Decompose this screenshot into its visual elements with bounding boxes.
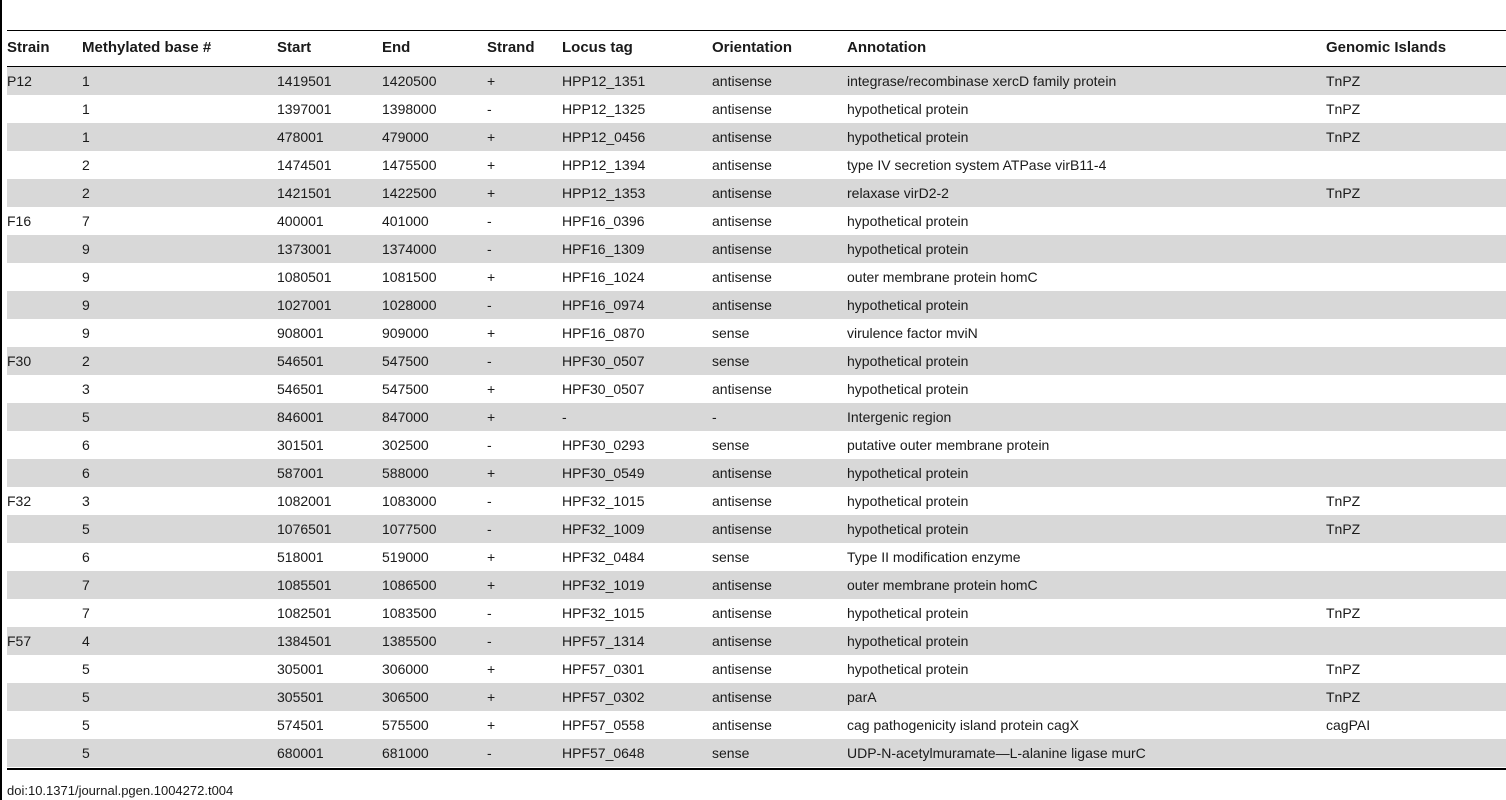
cell-strand: -: [487, 241, 492, 257]
cell-end: 588000: [382, 465, 429, 481]
cell-strand: -: [487, 101, 492, 117]
cell-annotation: parA: [847, 689, 877, 705]
left-border-rule: [0, 0, 2, 800]
cell-strand: +: [487, 185, 496, 201]
table-row: [7, 459, 1506, 487]
header-strand: Strand: [487, 39, 535, 56]
cell-locus-tag: HPF32_1015: [562, 605, 645, 621]
table-row: [7, 123, 1506, 151]
header-genomic-islands: Genomic Islands: [1326, 39, 1447, 56]
cell-strand: +: [487, 661, 496, 677]
cell-methylated-base: 6: [82, 465, 90, 481]
cell-orientation: antisense: [712, 689, 772, 705]
table-row: [7, 683, 1506, 711]
cell-end: 401000: [382, 213, 429, 229]
cell-methylated-base: 5: [82, 745, 90, 761]
cell-orientation: antisense: [712, 381, 772, 397]
cell-locus-tag: HPF32_1019: [562, 577, 645, 593]
cell-end: 306000: [382, 661, 429, 677]
cell-strand: +: [487, 325, 496, 341]
cell-start: 478001: [277, 129, 324, 145]
cell-methylated-base: 2: [82, 185, 90, 201]
cell-methylated-base: 9: [82, 325, 90, 341]
cell-start: 400001: [277, 213, 324, 229]
table-row: [7, 627, 1506, 655]
table-row: [7, 431, 1506, 459]
cell-end: 909000: [382, 325, 429, 341]
cell-start: 846001: [277, 409, 324, 425]
cell-methylated-base: 3: [82, 493, 90, 509]
cell-methylated-base: 1: [82, 129, 90, 145]
cell-orientation: antisense: [712, 157, 772, 173]
cell-strand: +: [487, 717, 496, 733]
cell-end: 1475500: [382, 157, 437, 173]
table-row: [7, 543, 1506, 571]
cell-start: 301501: [277, 437, 324, 453]
cell-strand: -: [487, 605, 492, 621]
cell-strand: +: [487, 269, 496, 285]
table-row: [7, 207, 1506, 235]
cell-strand: -: [487, 353, 492, 369]
cell-annotation: outer membrane protein homC: [847, 269, 1038, 285]
cell-annotation: UDP-N-acetylmuramate—L-alanine ligase murC: [847, 745, 1146, 761]
cell-genomic-islands: TnPZ: [1326, 521, 1361, 537]
header-annotation: Annotation: [847, 39, 927, 56]
cell-annotation: type IV secretion system ATPase virB11-4: [847, 157, 1107, 173]
table-row: [7, 487, 1506, 515]
cell-orientation: sense: [712, 325, 750, 341]
cell-orientation: antisense: [712, 297, 772, 313]
header-orientation: Orientation: [712, 39, 793, 56]
cell-end: 1083000: [382, 493, 437, 509]
cell-strain: P12: [7, 73, 32, 89]
cell-locus-tag: HPF32_0484: [562, 549, 645, 565]
cell-methylated-base: 6: [82, 437, 90, 453]
cell-end: 547500: [382, 353, 429, 369]
cell-start: 518001: [277, 549, 324, 565]
cell-locus-tag: HPP12_1325: [562, 101, 646, 117]
cell-genomic-islands: TnPZ: [1326, 101, 1361, 117]
cell-end: 519000: [382, 549, 429, 565]
cell-annotation: Type II modification enzyme: [847, 549, 1021, 565]
cell-orientation: -: [712, 409, 717, 425]
cell-strand: +: [487, 577, 496, 593]
cell-methylated-base: 2: [82, 157, 90, 173]
cell-strand: -: [487, 297, 492, 313]
cell-methylated-base: 3: [82, 381, 90, 397]
cell-locus-tag: HPF16_1024: [562, 269, 645, 285]
cell-start: 1397001: [277, 101, 332, 117]
cell-locus-tag: HPP12_1353: [562, 185, 646, 201]
cell-annotation: virulence factor mviN: [847, 325, 978, 341]
cell-methylated-base: 9: [82, 297, 90, 313]
cell-start: 908001: [277, 325, 324, 341]
header-locus-tag: Locus tag: [562, 39, 633, 56]
cell-orientation: sense: [712, 745, 750, 761]
cell-orientation: antisense: [712, 185, 772, 201]
cell-end: 306500: [382, 689, 429, 705]
header-end: End: [382, 39, 411, 56]
table-bottom-rule: [7, 768, 1506, 770]
cell-orientation: sense: [712, 549, 750, 565]
cell-annotation: hypothetical protein: [847, 129, 969, 145]
cell-start: 1384501: [277, 633, 332, 649]
table-row: [7, 403, 1506, 431]
cell-start: 1474501: [277, 157, 332, 173]
cell-methylated-base: 2: [82, 353, 90, 369]
cell-locus-tag: -: [562, 409, 567, 425]
cell-start: 546501: [277, 381, 324, 397]
cell-genomic-islands: TnPZ: [1326, 129, 1361, 145]
cell-methylated-base: 9: [82, 241, 90, 257]
cell-methylated-base: 1: [82, 101, 90, 117]
cell-genomic-islands: cagPAI: [1326, 717, 1371, 733]
table-body: [7, 67, 1506, 767]
cell-start: 574501: [277, 717, 324, 733]
cell-end: 479000: [382, 129, 429, 145]
cell-annotation: hypothetical protein: [847, 297, 969, 313]
cell-orientation: antisense: [712, 493, 772, 509]
cell-end: 1420500: [382, 73, 437, 89]
cell-methylated-base: 5: [82, 661, 90, 677]
cell-start: 1085501: [277, 577, 332, 593]
cell-genomic-islands: TnPZ: [1326, 661, 1361, 677]
table-row: [7, 291, 1506, 319]
cell-annotation: hypothetical protein: [847, 605, 969, 621]
cell-start: 305501: [277, 689, 324, 705]
cell-end: 847000: [382, 409, 429, 425]
cell-start: 546501: [277, 353, 324, 369]
cell-orientation: antisense: [712, 521, 772, 537]
cell-strand: -: [487, 213, 492, 229]
cell-orientation: antisense: [712, 465, 772, 481]
cell-start: 1419501: [277, 73, 332, 89]
cell-strand: -: [487, 437, 492, 453]
cell-orientation: antisense: [712, 577, 772, 593]
table-row: [7, 739, 1506, 767]
cell-methylated-base: 9: [82, 269, 90, 285]
cell-end: 681000: [382, 745, 429, 761]
cell-locus-tag: HPF57_0648: [562, 745, 645, 761]
cell-annotation: hypothetical protein: [847, 381, 969, 397]
table-row: [7, 571, 1506, 599]
cell-end: 575500: [382, 717, 429, 733]
cell-methylated-base: 5: [82, 521, 90, 537]
cell-start: 1076501: [277, 521, 332, 537]
cell-end: 1422500: [382, 185, 437, 201]
cell-locus-tag: HPF57_0301: [562, 661, 645, 677]
cell-orientation: sense: [712, 437, 750, 453]
cell-locus-tag: HPF57_0558: [562, 717, 645, 733]
cell-start: 1082001: [277, 493, 332, 509]
cell-strand: -: [487, 745, 492, 761]
cell-genomic-islands: TnPZ: [1326, 73, 1361, 89]
cell-orientation: antisense: [712, 605, 772, 621]
table-row: [7, 655, 1506, 683]
cell-methylated-base: 5: [82, 689, 90, 705]
header-start: Start: [277, 39, 312, 56]
cell-start: 680001: [277, 745, 324, 761]
cell-annotation: hypothetical protein: [847, 101, 969, 117]
cell-locus-tag: HPF16_0396: [562, 213, 645, 229]
cell-locus-tag: HPF30_0507: [562, 381, 645, 397]
table-row: [7, 347, 1506, 375]
cell-strand: +: [487, 409, 496, 425]
cell-locus-tag: HPF16_0974: [562, 297, 645, 313]
cell-annotation: Intergenic region: [847, 409, 952, 425]
cell-end: 1083500: [382, 605, 437, 621]
cell-locus-tag: HPP12_1394: [562, 157, 646, 173]
cell-annotation: hypothetical protein: [847, 661, 969, 677]
cell-strand: +: [487, 381, 496, 397]
cell-methylated-base: 1: [82, 73, 90, 89]
cell-strain: F57: [7, 633, 32, 649]
cell-strand: +: [487, 549, 496, 565]
cell-methylated-base: 5: [82, 409, 90, 425]
header-methylated-base: Methylated base #: [82, 39, 212, 56]
cell-annotation: hypothetical protein: [847, 465, 969, 481]
cell-end: 1398000: [382, 101, 437, 117]
table-row: [7, 375, 1506, 403]
cell-start: 305001: [277, 661, 324, 677]
cell-strand: +: [487, 157, 496, 173]
cell-locus-tag: HPP12_0456: [562, 129, 646, 145]
cell-methylated-base: 4: [82, 633, 90, 649]
cell-strand: -: [487, 633, 492, 649]
cell-end: 1374000: [382, 241, 437, 257]
cell-locus-tag: HPF30_0293: [562, 437, 645, 453]
cell-strand: +: [487, 129, 496, 145]
cell-locus-tag: HPF32_1009: [562, 521, 645, 537]
cell-annotation: hypothetical protein: [847, 521, 969, 537]
cell-annotation: hypothetical protein: [847, 633, 969, 649]
cell-annotation: integrase/recombinase xercD family protein: [847, 73, 1117, 89]
cell-locus-tag: HPP12_1351: [562, 73, 646, 89]
cell-annotation: relaxase virD2-2: [847, 185, 949, 201]
cell-orientation: antisense: [712, 101, 772, 117]
cell-strand: -: [487, 493, 492, 509]
cell-start: 1080501: [277, 269, 332, 285]
cell-end: 1086500: [382, 577, 437, 593]
cell-orientation: antisense: [712, 661, 772, 677]
cell-orientation: antisense: [712, 73, 772, 89]
cell-genomic-islands: TnPZ: [1326, 689, 1361, 705]
cell-orientation: antisense: [712, 213, 772, 229]
cell-start: 1421501: [277, 185, 332, 201]
cell-methylated-base: 7: [82, 605, 90, 621]
cell-end: 1385500: [382, 633, 437, 649]
cell-orientation: antisense: [712, 717, 772, 733]
cell-annotation: cag pathogenicity island protein cagX: [847, 717, 1079, 733]
cell-locus-tag: HPF32_1015: [562, 493, 645, 509]
cell-strain: F32: [7, 493, 32, 509]
cell-end: 1077500: [382, 521, 437, 537]
cell-start: 587001: [277, 465, 324, 481]
cell-orientation: antisense: [712, 633, 772, 649]
cell-locus-tag: HPF57_1314: [562, 633, 645, 649]
cell-methylated-base: 5: [82, 717, 90, 733]
table-header-row: [7, 32, 1506, 66]
table-row: [7, 179, 1506, 207]
cell-annotation: hypothetical protein: [847, 213, 969, 229]
cell-strand: +: [487, 73, 496, 89]
cell-orientation: antisense: [712, 129, 772, 145]
cell-methylated-base: 7: [82, 577, 90, 593]
cell-locus-tag: HPF16_0870: [562, 325, 645, 341]
cell-annotation: hypothetical protein: [847, 353, 969, 369]
cell-end: 1028000: [382, 297, 437, 313]
cell-start: 1082501: [277, 605, 332, 621]
cell-genomic-islands: TnPZ: [1326, 605, 1361, 621]
cell-start: 1373001: [277, 241, 332, 257]
cell-genomic-islands: TnPZ: [1326, 185, 1361, 201]
cell-end: 1081500: [382, 269, 437, 285]
header-strain: Strain: [7, 39, 50, 56]
cell-methylated-base: 7: [82, 213, 90, 229]
table-top-rule: [7, 30, 1506, 31]
cell-strand: -: [487, 521, 492, 537]
table-row: [7, 599, 1506, 627]
table-row: [7, 235, 1506, 263]
cell-orientation: antisense: [712, 269, 772, 285]
cell-orientation: antisense: [712, 241, 772, 257]
cell-annotation: hypothetical protein: [847, 493, 969, 509]
cell-genomic-islands: TnPZ: [1326, 493, 1361, 509]
cell-annotation: outer membrane protein homC: [847, 577, 1038, 593]
table-row: [7, 67, 1506, 95]
cell-orientation: sense: [712, 353, 750, 369]
cell-strand: +: [487, 465, 496, 481]
cell-locus-tag: HPF57_0302: [562, 689, 645, 705]
cell-annotation: putative outer membrane protein: [847, 437, 1050, 453]
cell-end: 547500: [382, 381, 429, 397]
cell-methylated-base: 6: [82, 549, 90, 565]
cell-strain: F16: [7, 213, 32, 229]
cell-locus-tag: HPF30_0507: [562, 353, 645, 369]
cell-start: 1027001: [277, 297, 332, 313]
cell-strand: +: [487, 689, 496, 705]
cell-end: 302500: [382, 437, 429, 453]
doi-caption: doi:10.1371/journal.pgen.1004272.t004: [7, 783, 234, 798]
cell-strain: F30: [7, 353, 32, 369]
table-row: [7, 263, 1506, 291]
cell-annotation: hypothetical protein: [847, 241, 969, 257]
table-row: [7, 711, 1506, 739]
table-row: [7, 319, 1506, 347]
cell-locus-tag: HPF16_1309: [562, 241, 645, 257]
cell-locus-tag: HPF30_0549: [562, 465, 645, 481]
table-row: [7, 95, 1506, 123]
table-row: [7, 151, 1506, 179]
table-row: [7, 515, 1506, 543]
